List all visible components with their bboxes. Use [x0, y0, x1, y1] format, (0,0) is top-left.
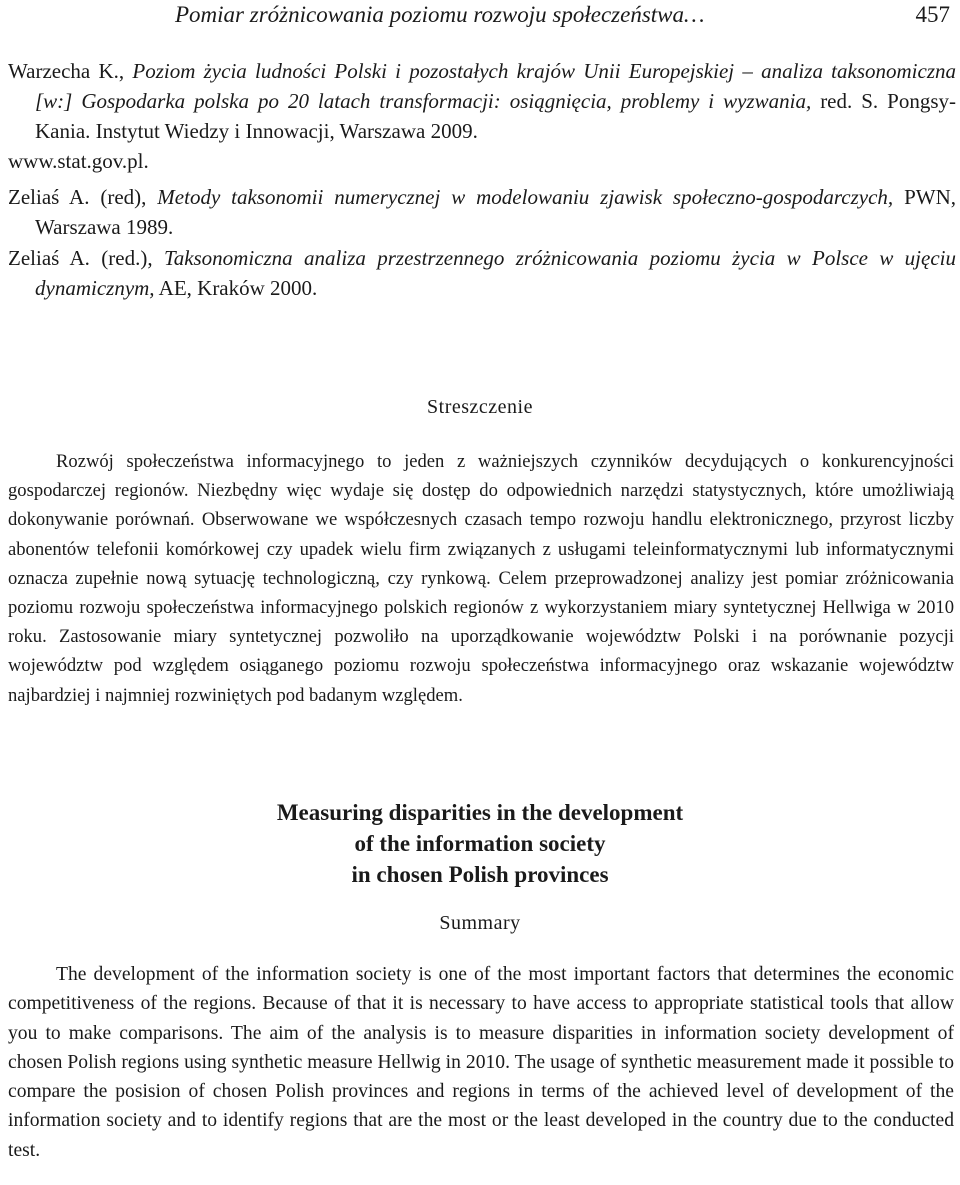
reference-url: www.stat.gov.pl.: [8, 149, 149, 173]
reference-title: Metody taksonomii numerycznej w modelowaniu zjawisk społeczno-gospodarczych,: [157, 185, 894, 209]
reference-item: [8, 56, 956, 146]
reference-item: [8, 243, 956, 303]
reference-publisher: AE, Kraków 2000.: [154, 276, 318, 300]
reference-author: Warzecha K.,: [8, 59, 133, 83]
abstract-text: Rozwój społeczeństwa informacyjnego to jeden z ważniejszych czynników decydujących o konkurencyjności gospodarczej regionów. Niezbędny więc wydaje się dostęp do odpowiednich narzędzi statystycznych, które umożliwiają dokonywanie porównań. Obserwowane we współczesnych czasach tempo rozwoju handlu elektronicznego, przyrost liczby abonentów telefonii komórkowej czy upadek wielu firm związanych z usługami teleinformatycznymi lub informatycznymi oznacza zupełnie nową sytuację technologiczną, czy rynkową. Celem przeprowadzonej analizy jest pomiar zróżnicowania poziomu rozwoju społeczeństwa informacyjnego polskich regionów z wykorzystaniem miary syntetycznej Hellwiga w 2010 roku. Zastosowanie miary syntetycznej pozwoliło na uporządkowanie województw Polski i na porównanie pozycji województw pod względem osiąganego poziomu rozwoju społeczeństwa informacyjnego oraz wskazanie województw najbardziej i najmniej rozwiniętych pod badanym względem.: [8, 451, 954, 706]
reference-publisher: PWN, Warszawa 1989.: [35, 185, 956, 239]
abstract-heading: Streszczenie: [427, 396, 533, 418]
english-title-line: in chosen Polish provinces: [351, 862, 609, 887]
english-title: [0, 797, 960, 890]
english-title-line: Measuring disparities in the development: [276, 800, 684, 825]
summary-heading: Summary: [439, 912, 521, 934]
reference-author: Zeliaś A. (red.),: [8, 246, 164, 270]
page-number: 457: [915, 2, 950, 27]
reference-item: [8, 182, 956, 242]
reference-title: Taksonomiczna analiza przestrzennego zróżnicowania poziomu życia w Polsce w ujęciu dynamicznym,: [35, 246, 956, 300]
english-title-line: of the information society: [354, 831, 606, 856]
reference-title: Poziom życia ludności Polski i pozostałych krajów Unii Europejskiej – analiza taksonomiczna [w:] Gospodarka polska po 20 latach transformacji: osiągnięcia, problemy i wyzwania,: [35, 59, 957, 113]
reference-publisher: red. S. Pongsy-Kania. Instytut Wiedzy i Innowacji, Warszawa 2009.: [35, 89, 956, 143]
running-header: [175, 0, 950, 30]
running-title: Pomiar zróżnicowania poziomu rozwoju społeczeństwa…: [175, 2, 705, 27]
reference-author: Zeliaś A. (red),: [8, 185, 158, 209]
summary-text: The development of the information society is one of the most important factors that determines the economic competitiveness of the regions. Because of that it is necessary to have access to appropriate statistical tools that allow you to make comparisons. The aim of the analysis is to measure disparities in information society development of chosen Polish regions using synthetic measure Hellwig in 2010. The usage of synthetic measurement made it possible to compare the posision of chosen Polish provinces and regions in terms of the achieved level of development of the information society and to identify regions that are the most or the least developed in the country due to the conducted test.: [8, 964, 954, 1161]
references-list: [8, 56, 956, 303]
